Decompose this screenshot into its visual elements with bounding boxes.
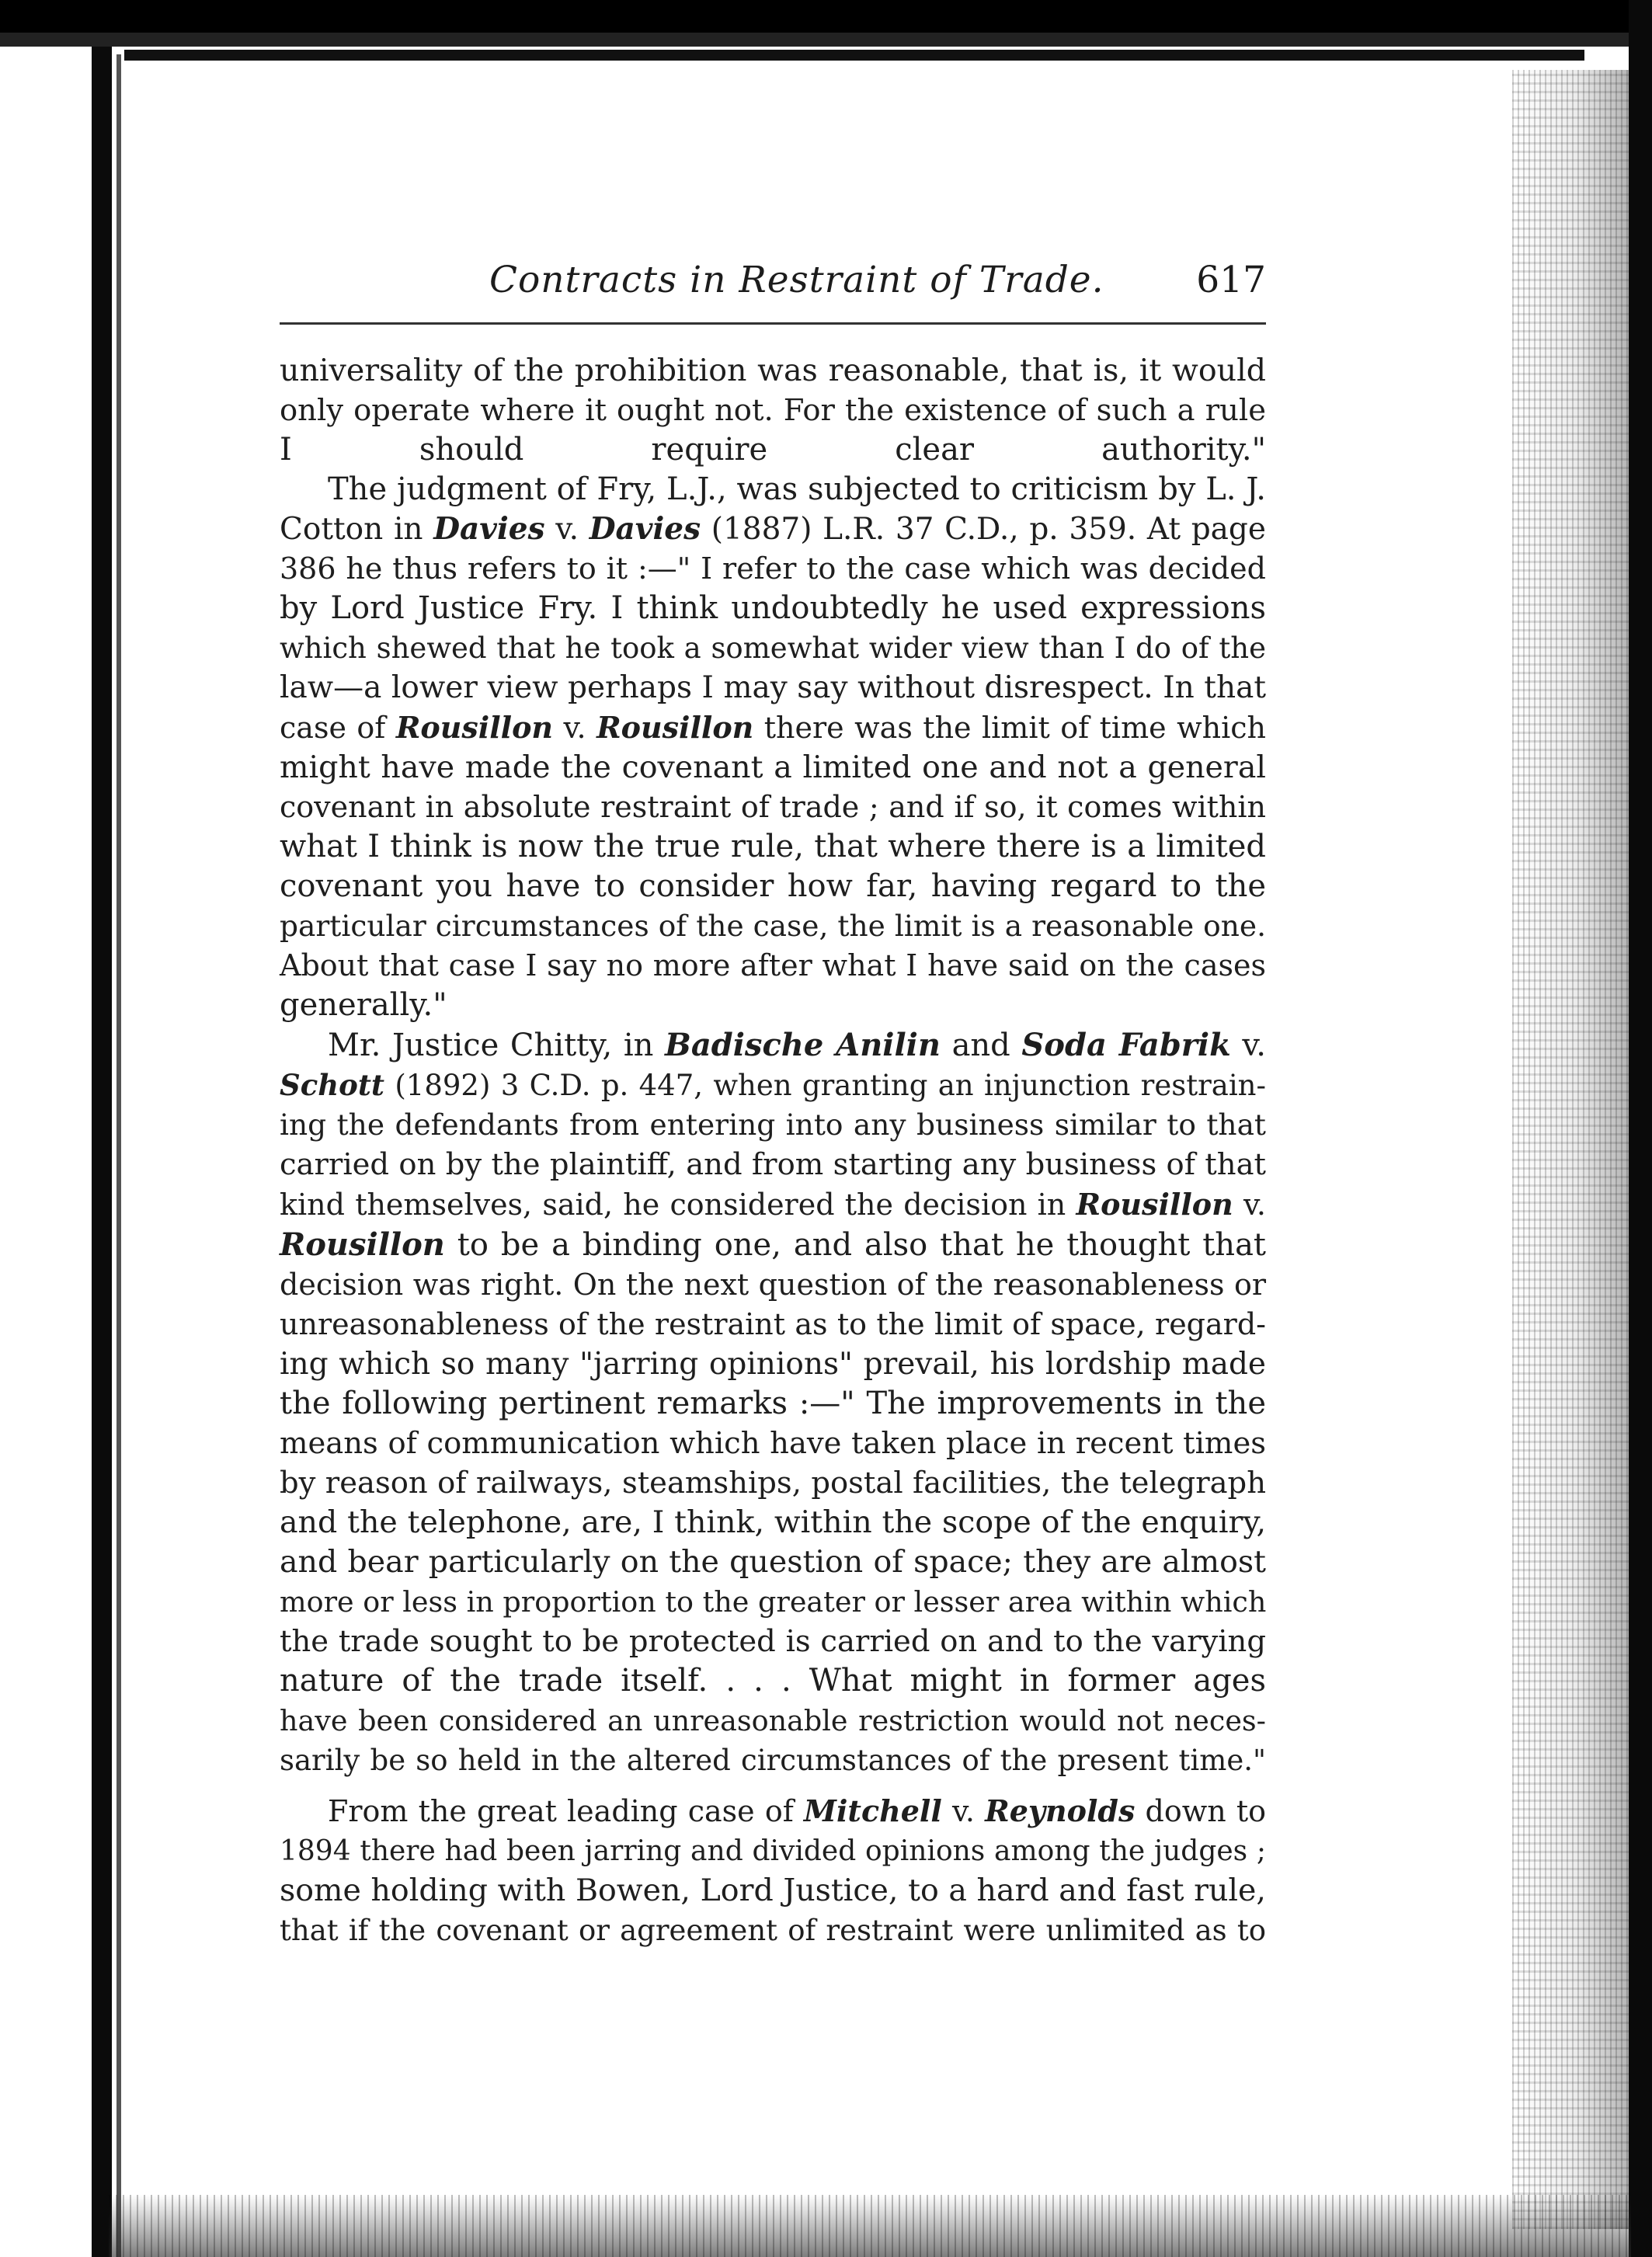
text-line: From the great leading case of Mitchell v. Reynolds down to (328, 1793, 1267, 1828)
scan-right-edge (1629, 0, 1652, 2257)
text-line: kind themselves, said, he considered the decision in Rousillon v. (280, 1187, 1266, 1222)
paragraph-gap (280, 1780, 1266, 1791)
scan-binding-edge (92, 47, 112, 2257)
text-line: carried on by the plaintiff, and from starting any business of that (280, 1147, 1266, 1182)
text-line: by reason of railways, steamships, postal facilities, the telegraph (280, 1466, 1266, 1501)
text-line: The judgment of Fry, L.J., was subjected to criticism by L. J. (328, 471, 1266, 507)
text-line: 1894 there had been jarring and divided opinions among the judges ; (280, 1835, 1266, 1867)
text-line: unreasonableness of the restraint as to the limit of space, regard- (280, 1307, 1266, 1341)
paragraph (280, 351, 1266, 470)
paragraph (280, 470, 1266, 1025)
text-line: ing which so many "jarring opinions" prevail, his lordship made (280, 1347, 1266, 1382)
running-title: Contracts in Restraint of Trade. (489, 259, 1104, 301)
text-line: and bear particularly on the question of space; they are almost (280, 1544, 1266, 1580)
text-line: only operate where it ought not. For the existence of such a rule (280, 393, 1266, 428)
page-number: 617 (1196, 259, 1266, 301)
scan-binding-shadow (117, 54, 121, 2257)
text-line: that if the covenant or agreement of restraint were unlimited as to (280, 1914, 1266, 1947)
scan-top-rule (124, 50, 1584, 61)
text-line: the following pertinent remarks :—" The improvements in the (280, 1386, 1266, 1421)
text-line: sarily be so held in the altered circumstances of the present time." (280, 1744, 1266, 1777)
text-line: ing the defendants from entering into any business similar to that (280, 1108, 1266, 1142)
scan-page-edge-noise (1512, 70, 1629, 2229)
text-line: universality of the prohibition was reasonable, that is, it would (280, 353, 1266, 388)
text-line: Mr. Justice Chitty, in Badische Anilin and Soda Fabrik v. (328, 1027, 1266, 1063)
body-text (280, 351, 1266, 1950)
text-line: the trade sought to be protected is carried on and to the varying (280, 1624, 1266, 1659)
text-line: decision was right. On the next question of the reasonableness or (280, 1268, 1266, 1302)
text-line: might have made the covenant a limited one and not a general (280, 749, 1266, 785)
text-line: have been considered an unreasonable restriction would not neces- (280, 1704, 1266, 1737)
text-line: more or less in proportion to the greater or lesser area within which (280, 1585, 1267, 1619)
text-line: what I think is now the true rule, that where there is a limited (280, 829, 1266, 864)
text-line: which shewed that he took a somewhat wider view than I do of the (280, 631, 1266, 665)
text-line: Cotton in Davies v. Davies (1887) L.R. 37 C.D., p. 359. At page (280, 511, 1266, 547)
text-line: some holding with Bowen, Lord Justice, to a hard and fast rule, (280, 1873, 1266, 1908)
page-header (280, 252, 1266, 322)
text-line: covenant in absolute restraint of trade ; and if so, it comes within (280, 790, 1266, 824)
text-line: and the telephone, are, I think, within the scope of the enquiry, (280, 1504, 1266, 1540)
text-line: covenant you have to consider how far, having regard to the (280, 868, 1266, 904)
scan-bottom-edge (109, 2195, 1631, 2257)
paragraph (280, 1025, 1266, 1780)
text-line: generally." (280, 987, 447, 1023)
text-line: nature of the trade itself. . . . What might in former ages (280, 1663, 1266, 1699)
text-line: particular circumstances of the case, the limit is a reasonable one. (280, 909, 1266, 943)
paragraph (280, 1791, 1266, 1950)
text-line: law—a lower view perhaps I may say without disrespect. In that (280, 670, 1266, 705)
text-line: Schott (1892) 3 C.D. p. 447, when granting an injunction restrain- (280, 1068, 1266, 1102)
text-line: I should require clear authority." (280, 432, 1266, 468)
text-line: by Lord Justice Fry. I think undoubtedly he used expressions (280, 590, 1266, 626)
header-rule (280, 322, 1266, 325)
text-line: About that case I say no more after what I have said on the cases (280, 948, 1266, 982)
text-line: means of communication which have taken place in recent times (280, 1426, 1266, 1461)
text-line: 386 he thus refers to it :—" I refer to the case which was decided (280, 551, 1266, 586)
text-line: Rousillon to be a binding one, and also that he thought that (280, 1226, 1266, 1263)
text-line: case of Rousillon v. Rousillon there was the limit of time which (280, 710, 1266, 745)
